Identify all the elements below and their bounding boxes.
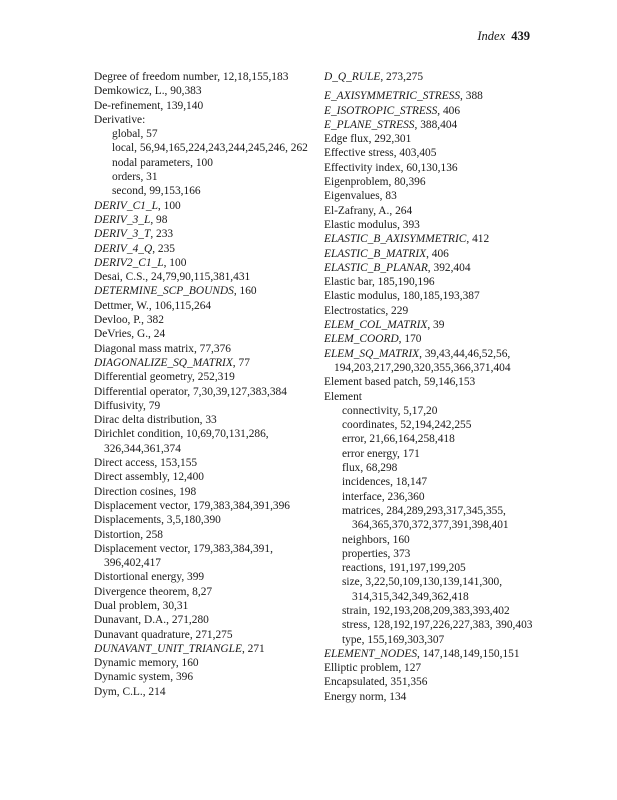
index-term: Displacement vector bbox=[94, 542, 188, 555]
index-pages: , 388,404 bbox=[414, 118, 458, 131]
index-pages: , 79 bbox=[143, 399, 161, 412]
index-pages: , 7,30,39,127,383,384 bbox=[187, 385, 287, 398]
index-subentry bbox=[94, 156, 314, 170]
index-entry bbox=[94, 427, 314, 456]
index-term: Dym, C.L. bbox=[94, 685, 143, 698]
index-entry bbox=[94, 628, 314, 642]
index-term: Dettmer, W. bbox=[94, 299, 149, 312]
index-column-right bbox=[324, 70, 546, 704]
index-entry bbox=[324, 189, 546, 203]
index-entry bbox=[94, 599, 314, 613]
index-entry bbox=[324, 146, 546, 160]
index-term: error bbox=[342, 433, 364, 446]
index-term: stress bbox=[342, 619, 368, 632]
index-term: Direct access bbox=[94, 457, 155, 470]
index-entry bbox=[324, 89, 546, 103]
index-entry bbox=[324, 318, 546, 332]
index-entry bbox=[94, 299, 314, 313]
index-term: size bbox=[342, 576, 360, 589]
index-term: coordinates bbox=[342, 419, 395, 432]
index-subentry bbox=[94, 170, 314, 184]
index-pages: , 160 bbox=[386, 533, 410, 546]
index-subentry bbox=[94, 184, 314, 198]
index-pages: , 406 bbox=[426, 247, 449, 260]
index-subentry bbox=[324, 432, 546, 446]
index-term: ELASTIC_B_AXISYMMETRIC bbox=[324, 233, 467, 246]
index-pages: , 106,115,264 bbox=[148, 299, 212, 312]
index-term: Dual problem bbox=[94, 599, 157, 612]
index-pages: , 271,275 bbox=[189, 628, 233, 641]
index-pages: , 134 bbox=[383, 690, 407, 703]
index-term: Dunavant quadrature bbox=[94, 628, 190, 641]
index-term: DERIV_3_T bbox=[94, 228, 151, 241]
index-entry bbox=[324, 232, 546, 246]
index-pages: , 258 bbox=[140, 528, 163, 541]
index-entry bbox=[94, 570, 314, 584]
index-term: ELASTIC_B_PLANAR bbox=[324, 261, 428, 274]
index-term: Degree of freedom number bbox=[94, 71, 218, 83]
index-subentry bbox=[324, 447, 546, 461]
index-pages: , 271 bbox=[241, 642, 265, 655]
index-term: DERIV_C1_L bbox=[94, 199, 158, 212]
index-pages: , 252,319 bbox=[192, 371, 235, 384]
index-term: Dirac delta distribution bbox=[94, 414, 200, 427]
index-entry bbox=[94, 585, 314, 599]
index-subentry bbox=[324, 461, 546, 475]
index-entry bbox=[324, 132, 546, 146]
index-entry bbox=[94, 470, 314, 484]
index-subentry bbox=[94, 127, 314, 141]
index-entry bbox=[94, 70, 314, 84]
index-term: Direct assembly bbox=[94, 471, 167, 484]
index-subentry bbox=[324, 490, 546, 504]
index-term: orders bbox=[112, 171, 141, 184]
index-pages: , 229 bbox=[385, 304, 409, 317]
index-pages: , 56,94,165,224,243,244,245,246, 262 bbox=[134, 142, 308, 155]
index-entry bbox=[324, 304, 546, 318]
index-pages: , 264 bbox=[389, 204, 413, 217]
index-pages: , 60,130,136 bbox=[400, 161, 458, 174]
index-term: DERIV_3_L bbox=[94, 213, 151, 226]
index-term: neighbors bbox=[342, 533, 387, 546]
index-entry bbox=[94, 685, 314, 699]
index-term: DERIV2_C1_L bbox=[94, 256, 164, 269]
index-entry bbox=[324, 647, 546, 661]
index-term: Dynamic system bbox=[94, 671, 171, 684]
index-pages: , 139,140 bbox=[160, 99, 204, 112]
index-entry bbox=[94, 499, 314, 513]
index-subentry bbox=[324, 604, 546, 618]
index-pages: , 170 bbox=[398, 333, 422, 346]
index-term: connectivity bbox=[342, 404, 398, 417]
running-header bbox=[477, 29, 530, 44]
index-entry bbox=[324, 289, 546, 303]
index-entry bbox=[324, 390, 546, 404]
index-pages: , 284,289,293,317,345,355, 364,365,370,372,377,391,398,401 bbox=[352, 504, 509, 532]
index-pages: , 403,405 bbox=[393, 147, 437, 160]
index-pages: , 236,360 bbox=[381, 490, 425, 503]
index-pages: , 39,43,44,46,52,56, 194,203,217,290,320,355,366,371,404 bbox=[334, 347, 511, 374]
index-pages: , 68,298 bbox=[360, 462, 398, 475]
index-term: second bbox=[112, 185, 144, 198]
index-pages: , 214 bbox=[142, 685, 166, 698]
index-term: DERIV_4_Q bbox=[94, 242, 153, 255]
index-pages: , 12,18,155,183 bbox=[217, 71, 289, 83]
index-entry bbox=[324, 104, 546, 118]
index-entry bbox=[324, 332, 546, 346]
index-term: DeVries, G. bbox=[94, 328, 149, 341]
index-subentry bbox=[324, 618, 546, 632]
index-term: Dirichlet condition bbox=[94, 428, 181, 441]
index-term: Encapsulated bbox=[324, 676, 385, 689]
index-entry bbox=[324, 661, 546, 675]
index-pages: , 59,146,153 bbox=[418, 376, 476, 389]
index-term: E_ISOTROPIC_STRESS bbox=[324, 104, 438, 117]
index-entry bbox=[324, 375, 546, 389]
index-entry bbox=[94, 227, 314, 241]
index-term: Elastic modulus bbox=[324, 290, 398, 303]
index-pages: , 406 bbox=[437, 104, 461, 117]
index-entry bbox=[324, 347, 546, 376]
index-pages: , 77,376 bbox=[193, 342, 231, 355]
index-term: ELEM_COORD bbox=[324, 333, 399, 346]
index-term: Desai, C.S. bbox=[94, 271, 146, 284]
index-pages: , 171 bbox=[397, 447, 420, 460]
index-pages: , 12,400 bbox=[166, 471, 204, 484]
index-term: ELASTIC_B_MATRIX bbox=[324, 247, 427, 260]
index-pages: , 83 bbox=[379, 190, 397, 203]
index-pages: , 52,194,242,255 bbox=[394, 419, 472, 432]
index-entry bbox=[94, 199, 314, 213]
index-entry bbox=[94, 513, 314, 527]
index-pages: , 127 bbox=[398, 662, 422, 675]
index-entry bbox=[94, 242, 314, 256]
index-term: El-Zafrany, A. bbox=[324, 204, 390, 217]
index-pages: , 388 bbox=[460, 90, 483, 103]
index-term: Element bbox=[324, 390, 362, 403]
index-entry bbox=[94, 456, 314, 470]
index-term: Displacements bbox=[94, 514, 162, 527]
index-entry bbox=[94, 528, 314, 542]
index-term: Elastic modulus bbox=[324, 218, 398, 231]
index-pages: , 155,169,303,307 bbox=[361, 633, 445, 646]
index-entry bbox=[324, 175, 546, 189]
index-term: matrices bbox=[342, 504, 381, 517]
index-pages: , 160 bbox=[175, 657, 199, 670]
index-term: Dunavant, D.A. bbox=[94, 614, 167, 627]
index-pages: , 392,404 bbox=[427, 261, 471, 274]
index-entry bbox=[94, 613, 314, 627]
index-pages: , 10,69,70,131,286, 326,344,361,374 bbox=[104, 428, 269, 455]
index-term: Electrostatics bbox=[324, 304, 386, 317]
index-entry bbox=[324, 261, 546, 275]
index-pages: , 185,190,196 bbox=[371, 276, 435, 289]
index-entry bbox=[94, 99, 314, 113]
index-pages: , 351,356 bbox=[384, 676, 428, 689]
index-entry bbox=[94, 313, 314, 327]
index-term: type bbox=[342, 633, 362, 646]
page-number: 439 bbox=[511, 29, 530, 43]
index-entry bbox=[324, 161, 546, 175]
index-pages: , 39 bbox=[427, 319, 445, 332]
index-pages: , 99,153,166 bbox=[143, 185, 201, 198]
index-term: E_AXISYMMETRIC_STRESS bbox=[324, 90, 461, 103]
index-term: Distortion bbox=[94, 528, 141, 541]
index-term: Edge flux bbox=[324, 133, 369, 146]
index-subentry bbox=[324, 561, 546, 575]
index-entry bbox=[324, 70, 546, 84]
index-entry bbox=[94, 270, 314, 284]
index-term: Devloo, P. bbox=[94, 314, 142, 327]
index-subentry bbox=[324, 575, 546, 604]
index-subentry bbox=[324, 475, 546, 489]
index-pages: , 128,192,197,226,227,383, 390,403 bbox=[367, 619, 533, 632]
index-term: properties bbox=[342, 547, 388, 560]
index-pages: , 147,148,149,150,151 bbox=[417, 647, 520, 660]
index-term: Elastic bar bbox=[324, 276, 372, 289]
index-entry bbox=[324, 204, 546, 218]
index-pages: , 24,79,90,115,381,431 bbox=[145, 271, 251, 284]
index-term: Distortional energy bbox=[94, 571, 182, 584]
index-subentry bbox=[324, 533, 546, 547]
index-pages: , 160 bbox=[233, 285, 257, 298]
index-term: Differential operator bbox=[94, 385, 188, 398]
index-term: DUNAVANT_UNIT_TRIANGLE bbox=[94, 642, 242, 655]
index-term: Element based patch bbox=[324, 376, 419, 389]
index-term: flux bbox=[342, 462, 361, 475]
index-term: strain bbox=[342, 604, 368, 617]
index-pages: , 373 bbox=[387, 547, 411, 560]
index-pages: , 8,27 bbox=[186, 585, 213, 598]
index-pages: , 31 bbox=[140, 171, 158, 184]
index-term: interface bbox=[342, 490, 382, 503]
index-entry bbox=[94, 670, 314, 684]
index-column-left bbox=[94, 70, 314, 699]
index-entry bbox=[94, 356, 314, 370]
index-term: Eigenvalues bbox=[324, 190, 380, 203]
index-term: DETERMINE_SCP_BOUNDS bbox=[94, 285, 234, 298]
index-term: Diagonal mass matrix bbox=[94, 342, 194, 355]
index-pages: , 233 bbox=[150, 228, 174, 241]
index-term: D_Q_RULE bbox=[324, 71, 381, 83]
index-term: nodal parameters bbox=[112, 156, 191, 169]
index-term: Elliptic problem bbox=[324, 662, 399, 675]
index-term: ELEM_SQ_MATRIX bbox=[324, 347, 420, 360]
index-pages: , 3,22,50,109,130,139,141,300, 314,315,342,349,362,418 bbox=[352, 576, 503, 603]
index-entry bbox=[94, 642, 314, 656]
index-term: ELEM_COL_MATRIX bbox=[324, 319, 428, 332]
index-entry bbox=[324, 675, 546, 689]
header-label: Index bbox=[477, 29, 506, 43]
index-pages: , 21,66,164,258,418 bbox=[363, 433, 455, 446]
index-pages: , 5,17,20 bbox=[397, 404, 438, 417]
index-pages: , 412 bbox=[466, 233, 490, 246]
index-pages: , 90,383 bbox=[164, 85, 202, 98]
index-entry bbox=[324, 690, 546, 704]
index-term: Displacement vector bbox=[94, 499, 188, 512]
index-pages: , 235 bbox=[152, 242, 175, 255]
index-pages: , 179,383,384,391,396 bbox=[187, 499, 290, 512]
index-entry bbox=[94, 342, 314, 356]
index-pages: , 153,155 bbox=[154, 457, 198, 470]
index-pages: , 18,147 bbox=[390, 476, 428, 489]
index-subentry bbox=[324, 404, 546, 418]
index-pages: , 77 bbox=[232, 356, 250, 369]
index-entry bbox=[94, 113, 314, 127]
index-subentry bbox=[324, 418, 546, 432]
index-term: Demkowicz, L. bbox=[94, 85, 165, 98]
index-entry bbox=[324, 218, 546, 232]
index-pages: , 180,185,193,387 bbox=[397, 290, 480, 303]
index-pages: , 100 bbox=[163, 256, 187, 269]
index-pages: , 273,275 bbox=[380, 71, 424, 83]
index-entry bbox=[94, 213, 314, 227]
index-subentry bbox=[324, 633, 546, 647]
index-entry bbox=[324, 275, 546, 289]
index-pages: , 30,31 bbox=[156, 599, 189, 612]
index-term: Divergence theorem bbox=[94, 585, 187, 598]
index-entry bbox=[94, 485, 314, 499]
index-term: Differential geometry bbox=[94, 371, 193, 384]
index-term: Derivative: bbox=[94, 113, 146, 126]
index-term: Effectivity index bbox=[324, 161, 401, 174]
index-pages: , 292,301 bbox=[368, 133, 412, 146]
index-term: Direction cosines bbox=[94, 485, 174, 498]
index-pages: , 191,197,199,205 bbox=[383, 562, 466, 575]
index-entry bbox=[94, 413, 314, 427]
index-entry bbox=[94, 385, 314, 399]
index-entry bbox=[324, 118, 546, 132]
index-pages: , 33 bbox=[199, 414, 217, 427]
index-pages: , 179,383,384,391, 396,402,417 bbox=[104, 542, 273, 570]
index-pages: , 24 bbox=[148, 328, 166, 341]
index-pages: , 3,5,180,390 bbox=[161, 514, 221, 527]
index-term: Energy norm bbox=[324, 690, 384, 703]
index-entry bbox=[94, 542, 314, 571]
index-pages: , 100 bbox=[190, 156, 213, 169]
index-entry bbox=[94, 327, 314, 341]
index-entry bbox=[94, 256, 314, 270]
index-pages: , 192,193,208,209,383,393,402 bbox=[367, 604, 510, 617]
index-subentry bbox=[324, 547, 546, 561]
index-term: Dynamic memory bbox=[94, 657, 176, 670]
index-pages: , 271,280 bbox=[166, 614, 209, 627]
index-pages: , 80,396 bbox=[388, 176, 426, 189]
index-pages: , 57 bbox=[140, 128, 158, 141]
index-term: Eigenproblem bbox=[324, 176, 389, 189]
index-entry bbox=[94, 656, 314, 670]
index-term: DIAGONALIZE_SQ_MATRIX bbox=[94, 356, 233, 369]
index-pages: , 393 bbox=[397, 218, 420, 231]
index-pages: , 396 bbox=[170, 671, 194, 684]
index-term: global bbox=[112, 128, 141, 141]
index-term: Diffusivity bbox=[94, 399, 144, 412]
index-term: error energy bbox=[342, 447, 398, 460]
index-term: ELEMENT_NODES bbox=[324, 647, 418, 660]
index-subentry bbox=[324, 504, 546, 533]
index-subentry bbox=[94, 141, 314, 155]
index-term: reactions bbox=[342, 562, 384, 575]
index-pages: , 198 bbox=[173, 485, 197, 498]
index-entry bbox=[94, 84, 314, 98]
index-term: E_PLANE_STRESS bbox=[324, 118, 415, 131]
index-term: De-refinement bbox=[94, 99, 161, 112]
index-pages: , 98 bbox=[150, 213, 168, 226]
index-entry bbox=[94, 284, 314, 298]
index-entry bbox=[94, 399, 314, 413]
index-entry bbox=[94, 370, 314, 384]
index-term: incidences bbox=[342, 476, 391, 489]
index-entry bbox=[324, 247, 546, 261]
index-pages: , 382 bbox=[141, 314, 164, 327]
index-pages: , 100 bbox=[157, 199, 181, 212]
index-term: local bbox=[112, 142, 135, 155]
index-term: Effective stress bbox=[324, 147, 394, 160]
index-pages: , 399 bbox=[181, 571, 205, 584]
